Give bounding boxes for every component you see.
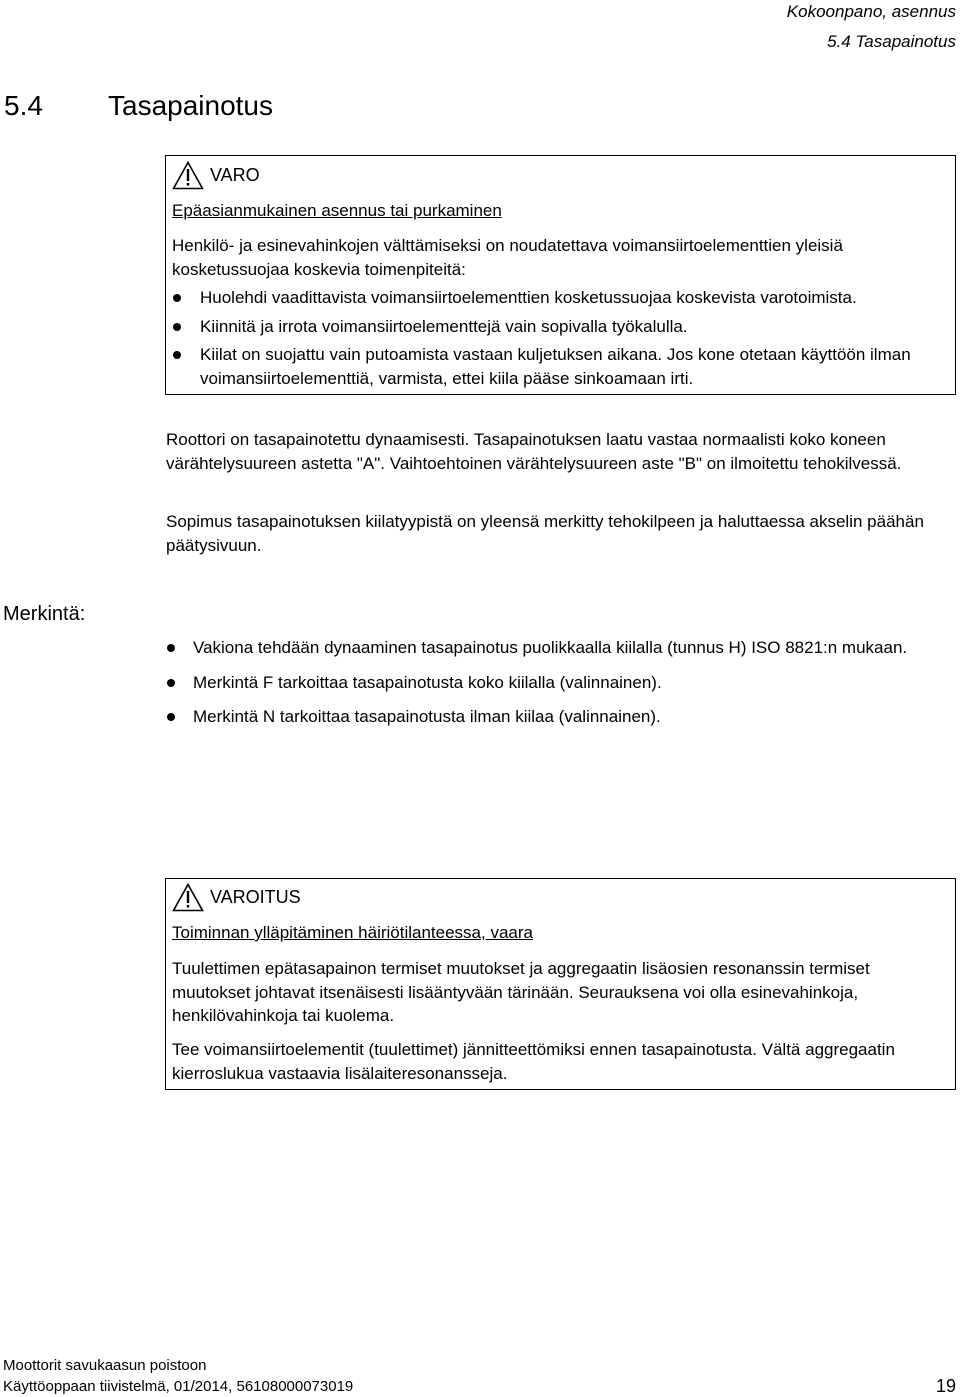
- footer-document-id: Käyttöoppaan tiivistelmä, 01/2014, 56108000073019: [3, 1378, 354, 1395]
- caution-list: [172, 286, 952, 395]
- warning-title: [172, 883, 301, 912]
- warning-triangle-icon: [172, 883, 204, 912]
- list-item: Huolehdi vaadittavista voimansiirtoelementtien kosketussuojaa koskevista varotoimista.: [172, 286, 952, 310]
- footer-title: Moottorit savukaasun poistoon: [3, 1357, 207, 1374]
- section-title: Tasapainotus: [108, 90, 274, 121]
- marking-label: Merkintä:: [3, 603, 86, 625]
- running-header-chapter: Kokoonpano, asennus: [786, 2, 956, 21]
- caution-subtitle: Epäasianmukainen asennus tai purkaminen: [172, 201, 502, 220]
- section-number: 5.4: [4, 90, 43, 121]
- balancing-paragraph-1: Roottori on tasapainotettu dynaamisesti. Tasapainotuksen laatu vastaa normaalisti koko koneen värähtelysuureen astetta "A". Vaihtoehtoinen värähtelysuureen aste "B" on ilmoitettu tehokilvessä.: [166, 430, 902, 473]
- warning-paragraph-1: Tuulettimen epätasapainon termiset muutokset ja aggregaatin lisäosien resonanssin termiset muutokset johtavat itsenäisesti lisääntyvään tärinään. Seurauksena voi olla esinevahinkoja, henkilövahinkoja tai kuolema.: [172, 959, 870, 1025]
- caution-intro: Henkilö- ja esinevahinkojen välttämiseksi on noudatettava voimansiirtoelementtien yleisiä kosketussuojaa koskevia toimenpiteitä:: [172, 236, 843, 279]
- warning-box: [165, 878, 956, 1090]
- section-heading: [4, 90, 273, 122]
- caution-label: VARO: [210, 165, 260, 185]
- running-header-section: 5.4 Tasapainotus: [827, 32, 956, 51]
- list-item: Kiilat on suojattu vain putoamista vastaan kuljetuksen aikana. Jos kone otetaan käyttöön ilman voimansiirtoelementtiä, varmista, ettei kiila pääse sinkoamaan irti.: [172, 343, 952, 390]
- caution-box: [165, 155, 956, 395]
- marking-list: [165, 636, 935, 740]
- list-item: Vakiona tehdään dynaaminen tasapainotus puolikkaalla kiilalla (tunnus H) ISO 8821:n mukaan.: [165, 636, 935, 660]
- page-number: 19: [935, 1376, 956, 1396]
- warning-paragraph-2: Tee voimansiirtoelementit (tuulettimet) jännitteettömiksi ennen tasapainotusta. Vältä aggregaatin kierroslukua vastaavia lisälaiteresonansseja.: [172, 1040, 895, 1083]
- list-item: Merkintä F tarkoittaa tasapainotusta koko kiilalla (valinnainen).: [165, 671, 935, 695]
- warning-subtitle: Toiminnan ylläpitäminen häiriötilanteessa, vaara: [172, 923, 533, 942]
- warning-triangle-icon: [172, 161, 204, 190]
- warning-label: VAROITUS: [210, 887, 301, 907]
- list-item: Kiinnitä ja irrota voimansiirtoelementtejä vain sopivalla työkalulla.: [172, 315, 952, 339]
- list-item: Merkintä N tarkoittaa tasapainotusta ilman kiilaa (valinnainen).: [165, 705, 935, 729]
- balancing-paragraph-2: Sopimus tasapainotuksen kiilatyypistä on yleensä merkitty tehokilpeen ja haluttaessa akselin päähän päätysivuun.: [166, 512, 924, 555]
- caution-title: [172, 161, 260, 190]
